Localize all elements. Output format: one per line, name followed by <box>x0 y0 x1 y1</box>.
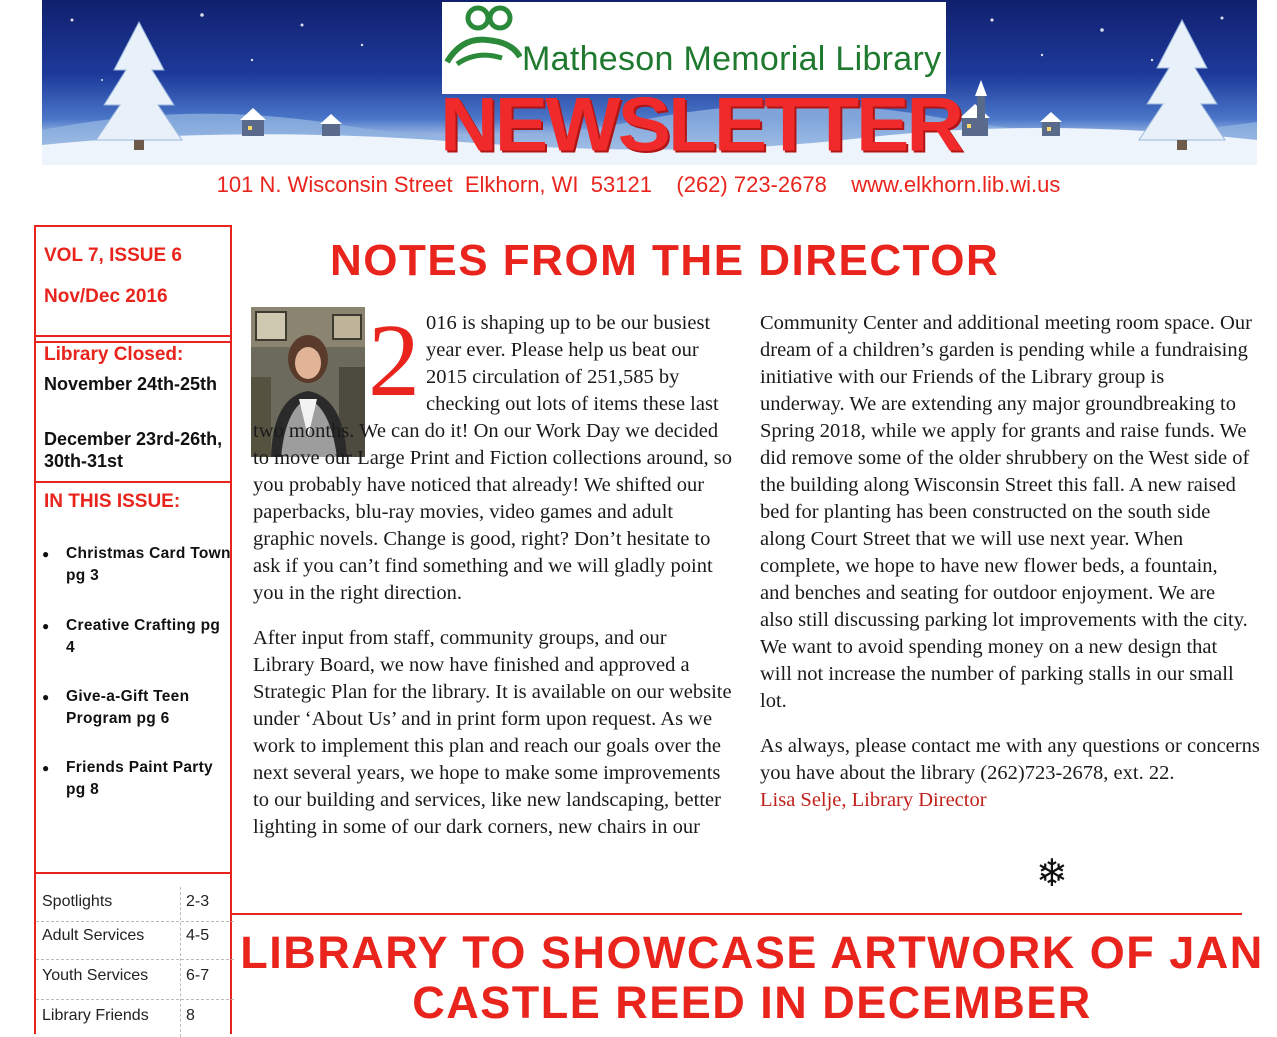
toc-column-divider <box>180 887 182 1037</box>
article-column-right <box>760 310 1260 814</box>
toc-row <box>36 1001 234 1035</box>
in-this-issue-heading: IN THIS ISSUE: <box>44 491 181 512</box>
toc-row <box>36 887 234 922</box>
article-title: NOTES FROM THE DIRECTOR <box>330 236 1000 285</box>
closed-heading: Library Closed: <box>44 344 184 365</box>
article-paragraph: After input from staff, community groups, and our Library Board, we now have finished and approved a Strategic Plan for the library. It is available on our website under ‘About Us’ and in print form upon request. As we work to implement this plan and reach our goals over the next several years, we hope to make some improvements to our building and services, like new landscaping, better lighting in some of our dark corners, new chairs in our <box>253 627 732 838</box>
article-paragraph: Community Center and additional meeting room space. Our dream of a children’s garden is pending while a fundraising initiative with our Friends of the Library group is underway. We are extending any major groundbreaking to Spring 2018, while we apply for grants and raise funds. We did remove some of the older shrubbery on the West side of the building along Wisconsin Street this fall. A new raised bed for planting has been constructed on the south side along Court Street that we will use next year. When complete, we hope to have new flower beds, a fountain, and benches and seating for outdoor enjoyment. We are also still discussing parking lot improvements with the city. We want to avoid spending money on a new design that will not increase the number of parking stalls in our small lot. <box>760 312 1252 712</box>
sidebar <box>34 225 232 1034</box>
snowflake-icon: ❄ <box>1036 853 1068 895</box>
toc-title: Youth Services <box>42 967 149 984</box>
toc-title: Adult Services <box>42 927 145 944</box>
issue-date: Nov/Dec 2016 <box>44 286 168 307</box>
volume-number: VOL 7, ISSUE 6 <box>44 245 182 266</box>
library-name: Matheson Memorial Library <box>522 40 942 78</box>
director-signature: Lisa Selje, Library Director <box>760 789 987 811</box>
toc-pages: 8 <box>186 1007 195 1024</box>
toc-pages: 6-7 <box>186 967 210 984</box>
toc-title: Spotlights <box>42 893 113 910</box>
masthead-banner <box>42 0 1257 165</box>
issue-item: ● Give-a-Gift Teen Program pg 6 <box>66 686 232 730</box>
address-line: 101 N. Wisconsin Street Elkhorn, WI 53121 (262) 723-2678 www.elkhorn.lib.wi.us <box>216 172 1061 197</box>
article-paragraph: 2 016 is shaping up to be our busiest year ever. Please help us beat our 2015 circulation of 251,585 by checking out lots of items these last two months. We can do it! On our Work Day we decided to move our Large Print and Fiction collections around, so you probably have noticed that already! We shifted our paperbacks, blu-ray movies, video games and adult graphic novels. Change is good, right? Don’t hesitate to ask if you can’t find something and we will gladly point you in the right direction. <box>253 303 733 604</box>
article-paragraph: As always, please contact me with any questions or concerns you have about the library (262)723-2678, ext. 22. Lisa Selje, Library Director <box>760 735 1260 811</box>
sidebar-divider <box>36 872 230 874</box>
issue-item: ● Christmas Card Town pg 3 <box>66 543 232 587</box>
toc-title: Library Friends <box>42 1007 149 1024</box>
logo-panel <box>442 2 946 94</box>
toc-pages: 4-5 <box>186 927 210 944</box>
issue-info <box>44 235 182 317</box>
artwork-headline: LIBRARY TO SHOWCASE ARTWORK OF JAN CASTLE REED IN DECEMBER <box>240 927 1264 1028</box>
sidebar-divider <box>36 341 230 343</box>
section-divider <box>232 913 1242 915</box>
sidebar-divider <box>36 335 230 337</box>
closed-date: December 23rd-26th, 30th-31st <box>44 429 223 471</box>
drop-cap: 2 <box>368 303 420 418</box>
library-logo-icon <box>442 2 522 72</box>
toc-row <box>36 961 234 1000</box>
issue-item: ● Friends Paint Party pg 8 <box>66 757 232 801</box>
issue-item: ● Creative Crafting pg 4 <box>66 615 232 659</box>
masthead-title: NEWSLETTER <box>440 82 962 165</box>
article-column-left <box>253 303 733 859</box>
sidebar-divider <box>36 481 230 483</box>
toc-pages: 2-3 <box>186 893 210 910</box>
toc-row <box>36 921 234 960</box>
closed-date: November 24th-25th <box>44 374 218 394</box>
